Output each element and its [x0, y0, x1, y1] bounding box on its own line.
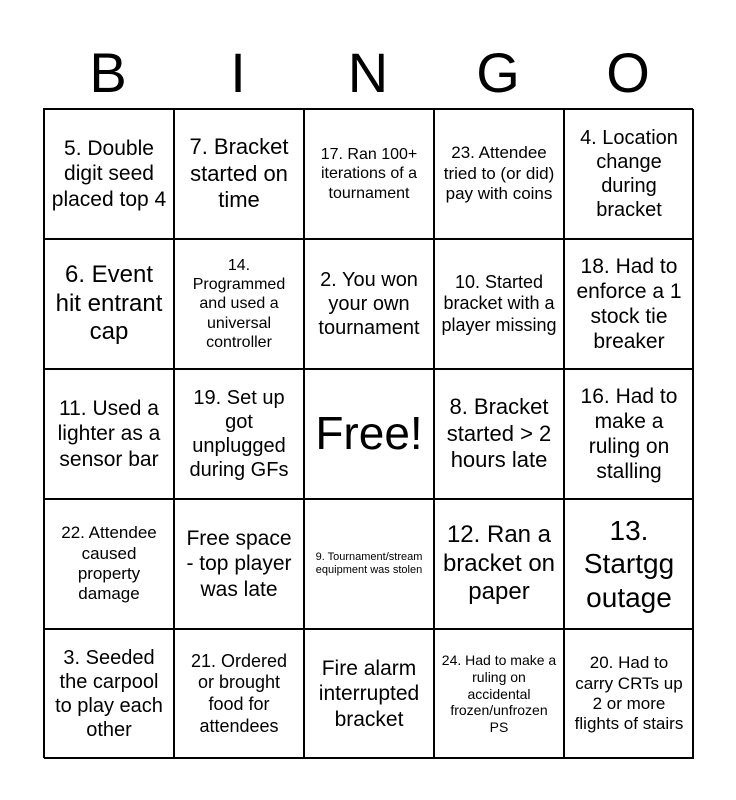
bingo-cell[interactable]: 10. Started bracket with a player missing [434, 239, 564, 369]
bingo-cell[interactable]: 24. Had to make a ruling on accidental frozen/unfrozen PS [434, 629, 564, 759]
free-cell[interactable]: Free! [304, 369, 434, 499]
header-letter-o: O [606, 41, 650, 104]
bingo-cell[interactable]: 4. Location change during bracket [564, 109, 694, 239]
bingo-cell[interactable]: 2. You won your own tournament [304, 239, 434, 369]
bingo-header [43, 40, 693, 106]
bingo-cell[interactable]: 5. Double digit seed placed top 4 [44, 109, 174, 239]
bingo-cell[interactable]: 23. Attendee tried to (or did) pay with coins [434, 109, 564, 239]
bingo-cell[interactable]: 6. Event hit entrant cap [44, 239, 174, 369]
bingo-cell[interactable]: 17. Ran 100+ iterations of a tournament [304, 109, 434, 239]
bingo-cell[interactable]: 12. Ran a bracket on paper [434, 499, 564, 629]
bingo-cell[interactable]: 8. Bracket started > 2 hours late [434, 369, 564, 499]
bingo-cell[interactable]: 16. Had to make a ruling on stalling [564, 369, 694, 499]
bingo-cell[interactable]: 19. Set up got unplugged during GFs [174, 369, 304, 499]
bingo-cell[interactable]: 9. Tournament/stream equipment was stolen [304, 499, 434, 629]
bingo-cell[interactable]: Fire alarm interrupted bracket [304, 629, 434, 759]
bingo-cell[interactable]: 14. Programmed and used a universal controller [174, 239, 304, 369]
header-letter-b: B [89, 41, 127, 104]
bingo-cell[interactable]: 18. Had to enforce a 1 stock tie breaker [564, 239, 694, 369]
bingo-cell[interactable]: Free space - top player was late [174, 499, 304, 629]
header-letter-n: N [347, 41, 389, 104]
header-letter-g: G [476, 41, 520, 104]
header-letter-i: I [230, 41, 246, 104]
bingo-cell[interactable]: 22. Attendee caused property damage [44, 499, 174, 629]
bingo-cell[interactable]: 11. Used a lighter as a sensor bar [44, 369, 174, 499]
bingo-cell[interactable]: 13. Startgg outage [564, 499, 694, 629]
bingo-cell[interactable]: 20. Had to carry CRTs up 2 or more flights of stairs [564, 629, 694, 759]
bingo-cell[interactable]: 7. Bracket started on time [174, 109, 304, 239]
bingo-cell[interactable]: 21. Ordered or brought food for attendees [174, 629, 304, 759]
bingo-grid [43, 108, 693, 758]
bingo-cell[interactable]: 3. Seeded the carpool to play each other [44, 629, 174, 759]
